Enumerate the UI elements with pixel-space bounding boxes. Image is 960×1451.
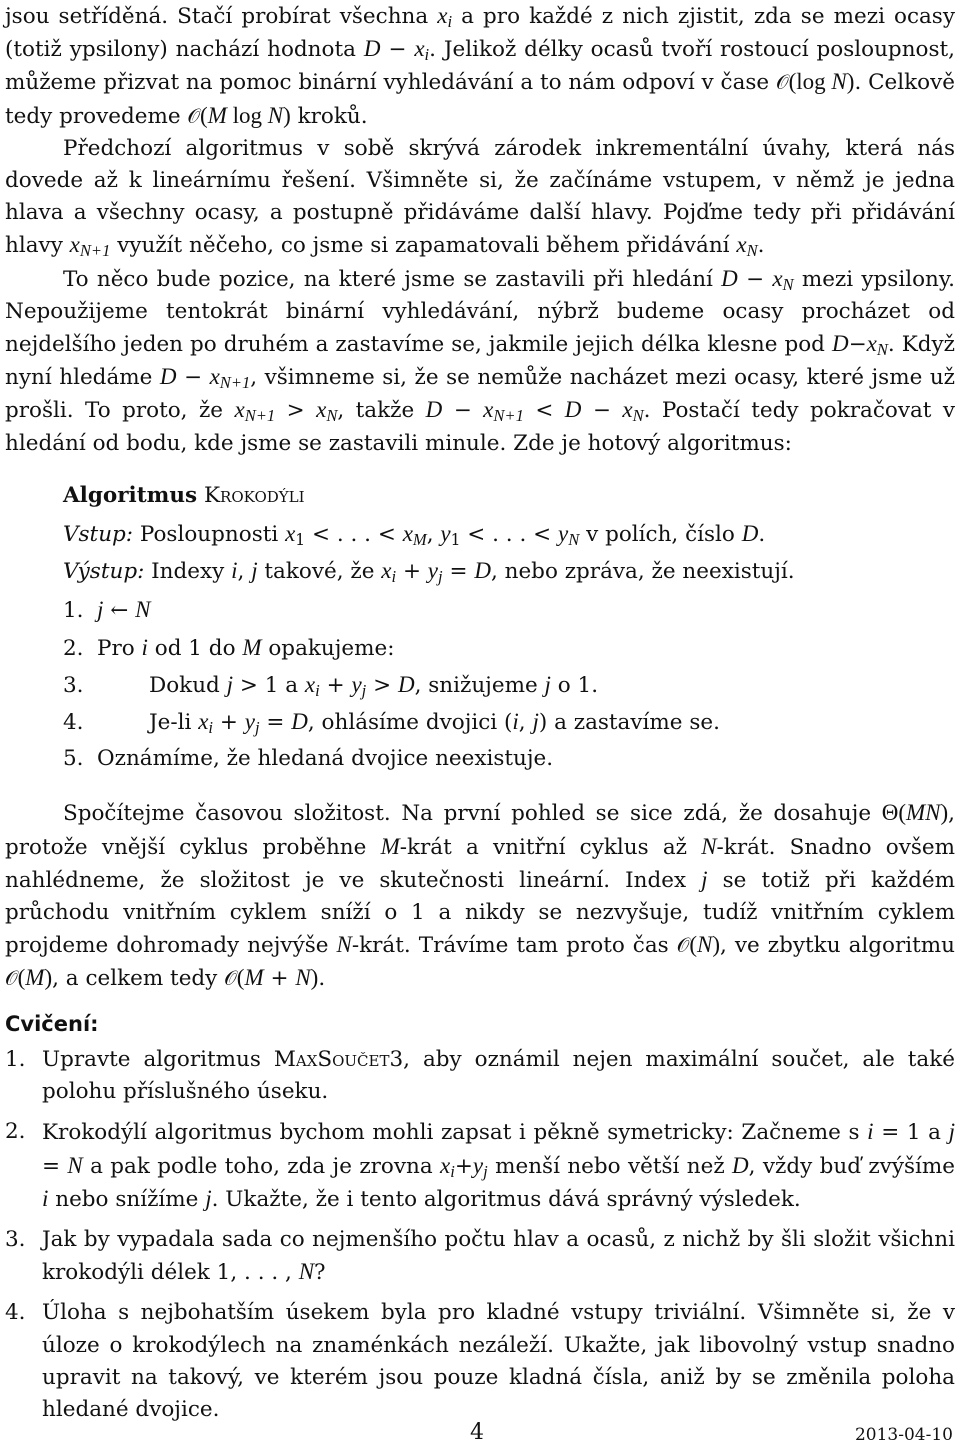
exercises-heading: Cvičení: [5,1011,99,1036]
algorithm-input: Vstup: Posloupnosti $x_1$ < . . . < $x_M$, $y_1$ < . . . < $y_N$ v polích, číslo D. [63,521,766,550]
exercise-item: 1. Upravte algoritmus MaxSoučet3, aby oznámil nejen maximální součet, ale také polohu příslušného úseku. [5,1046,955,1105]
algorithm-step: 4. Je-li $x_i + y_j = D$, ohlásíme dvojici (i, j) a zastavíme se. [63,709,720,738]
algorithm-step: 5. Oznámíme, že hledaná dvojice neexistuje. [63,746,554,772]
algorithm-step: 1. j ← N [63,597,151,624]
algorithm-title: Algoritmus Krokodýli [63,482,305,508]
paragraph-4: Spočítejme časovou složitost. Na první pohled se sice zdá, že dosahuje Θ(MN), protože vnější cyklus proběhne M-krát a vnitřní cyklus až N-krát. Snadno ovšem nahlédneme, že složitost je ve skutečnosti lineární. Index j se totiž při každém průchodu vnitřním cyklem sníží o 1 a nikdy se nezvyšuje, tudíž vnitřním cyklem projdeme dohromady nejvýše N-krát. Trávíme tam proto čas 𝒪(N), ve zbytku algoritmu 𝒪(M), a celkem tedy 𝒪(M + N). [5,800,955,992]
exercises-list [5,1044,955,1426]
paragraph-2: Předchozí algoritmus v sobě skrývá zárodek inkrementální úvahy, která nás dovede až k lineárnímu řešení. Všimněte si, že začínáme vstupem, v němž je jedna hlava a všechny ocasy, a postupně přidáváme další hlavy. Pojďme tedy při přidávání hlavy $x_{N+1}$ využít něčeho, co jsme si zapamatovali během přidávání $x_N$. [5,135,955,261]
algorithm-block [63,480,955,776]
algorithm-steps [63,594,955,775]
document-page [5,0,955,1434]
page-date: 2013-04-10 [854,1425,953,1445]
paragraph-1: jsou setříděná. Stačí probírat všechna $x_i$ a pro každé z nich zjistit, zda se mezi ocasy (totiž ypsilony) nachází hodnota $D - x_i$. Jelikož délky ocasů tvoří rostoucí posloupnost, můžeme přizvat na pomoc binární vyhledávání a to nám odpoví v čase 𝒪(log N). Celkově tedy provedeme 𝒪(M log N) kroků. [5,3,956,129]
paragraph-3: To něco bude pozice, na které jsme se zastavili při hledání $D - x_N$ mezi ypsilony. Nepoužijeme tentokrát binární vyhledávání, nýbrž budeme ocasy procházet od nejdelšího jeden po druhém a zastavíme se, jakmile jejich délka klesne pod $D-x_N$. Když nyní hledáme $D - x_{N+1}$, všimneme si, že se nemůže nacházet mezi ocasy, které jsme už prošli. To proto, že $x_{N+1} > x_N$, takže $D - x_{N+1} < D - x_N$. Postačí tedy pokračovat v hledání od bodu, kde jsme se zastavili minule. Zde je hotový algoritmus: [5,265,956,456]
algorithm-step: 2. Pro i od 1 do M opakujeme: [63,634,395,661]
algorithm-step: 3. Dokud j > 1 a $x_i + y_j > D$, snižujeme j o 1. [63,671,599,700]
algorithm-output: Výstup: Indexy i, j takové, že $x_i + y_j = D$, nebo zpráva, že neexistují. [63,558,795,587]
page-number: 4 [470,1420,484,1445]
exercise-item: 2. Krokodýlí algoritmus bychom mohli zapsat i pěkně symetricky: Začneme s i = 1 a j = N a pak podle toho, zda je zrovna $x_i+y_j$ menší nebo větší než D, vždy buď zvýšíme i nebo snížíme j. Ukažte, že i tento algoritmus dává správný výsledek. [5,1119,956,1212]
exercise-item: 3. Jak by vypadala sada co nejmenšího počtu hlav a ocasů, z nichž by šli složit všichni krokodýli délek 1, . . . , N? [5,1226,955,1286]
exercise-item: 4. Úloha s nejbohatším úsekem byla pro kladné vstupy triviální. Všimněte si, že v úloze o krokodýlech na znaménkách nezáleží. Ukažte, jak libovolný vstup snadno upravit na takový, ve kterém jsou pouze kladná čísla, aniž by se změnila poloha hledané dvojice. [5,1300,955,1422]
